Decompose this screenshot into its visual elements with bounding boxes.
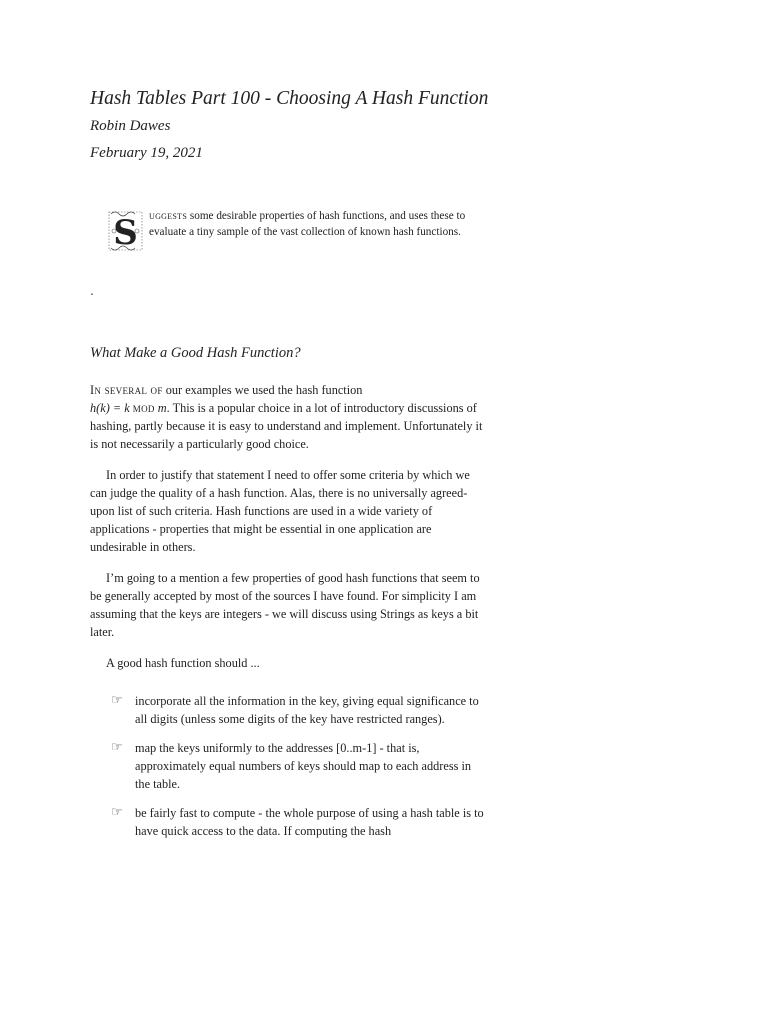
paragraph-3: I’m going to a mention a few properties of good hash functions that seem to be generally accepted by most of the sources I have found. For simplicity I am assuming that the keys are integers - we will discuss using Strings as keys a bit later. [90, 571, 480, 639]
list-item [90, 692, 484, 728]
abstract-text [149, 208, 469, 240]
list-item-text: be fairly fast to compute - the whole purpose of using a hash table is to have quick access to the data. If computing the hash [135, 806, 484, 838]
hash-formula: h(k) = k [90, 401, 130, 415]
list-item-text: map the keys uniformly to the addresses [0..m-1] - that is, approximately equal numbers of keys should map to each address in the table. [135, 741, 472, 791]
paragraph-1-text-b: . This is a popular choice in a lot of introductory discussions of hashing, partly because it is easy to understand and implement. Unfortunately it is not necessarily a particularly good choice. [90, 401, 483, 451]
paragraph-1-lead: In several of [90, 383, 163, 397]
paragraph-2: In order to justify that statement I need to offer some criteria by which we can judge the quality of a hash function. Alas, there is no universally agreed-upon list of such criteria. Hash functions are used in a wide variety of applications - properties that might be essential in one application are undesirable in others. [90, 468, 470, 554]
section-heading: What Make a Good Hash Function? [90, 345, 301, 361]
abstract-rest: these to evaluate a tiny sample of the vast collection of known hash functions. [149, 210, 466, 238]
properties-list [90, 692, 484, 840]
pointing-hand-icon: ☞ [111, 692, 123, 707]
list-item [90, 739, 484, 793]
paragraph-1-text-a: our examples we used the hash function [162, 383, 363, 397]
separator-dot: . [90, 284, 94, 298]
paragraph-1 [90, 381, 484, 453]
pointing-hand-icon: ☞ [111, 804, 123, 819]
paragraph-4: A good hash function should ... [106, 656, 260, 670]
ornamental-dropcap-icon [108, 208, 144, 254]
section-body [90, 381, 484, 851]
hash-formula-mod: mod [132, 401, 155, 415]
document-author: Robin Dawes [90, 118, 171, 134]
abstract-lead: uggests [149, 210, 188, 222]
list-item-text: incorporate all the information in the key, giving equal significance to all digits (unless some digits of the key have restricted ranges). [135, 694, 479, 726]
abstract-line1: some desirable properties of hash functions, and uses [187, 210, 428, 222]
hash-formula-m: m [157, 401, 167, 415]
document-title: Hash Tables Part 100 - Choosing A Hash Function [90, 88, 489, 109]
list-item [90, 804, 484, 840]
pointing-hand-icon: ☞ [111, 739, 123, 754]
document-date: February 19, 2021 [90, 145, 203, 161]
dropcap-letter: S [113, 213, 138, 253]
